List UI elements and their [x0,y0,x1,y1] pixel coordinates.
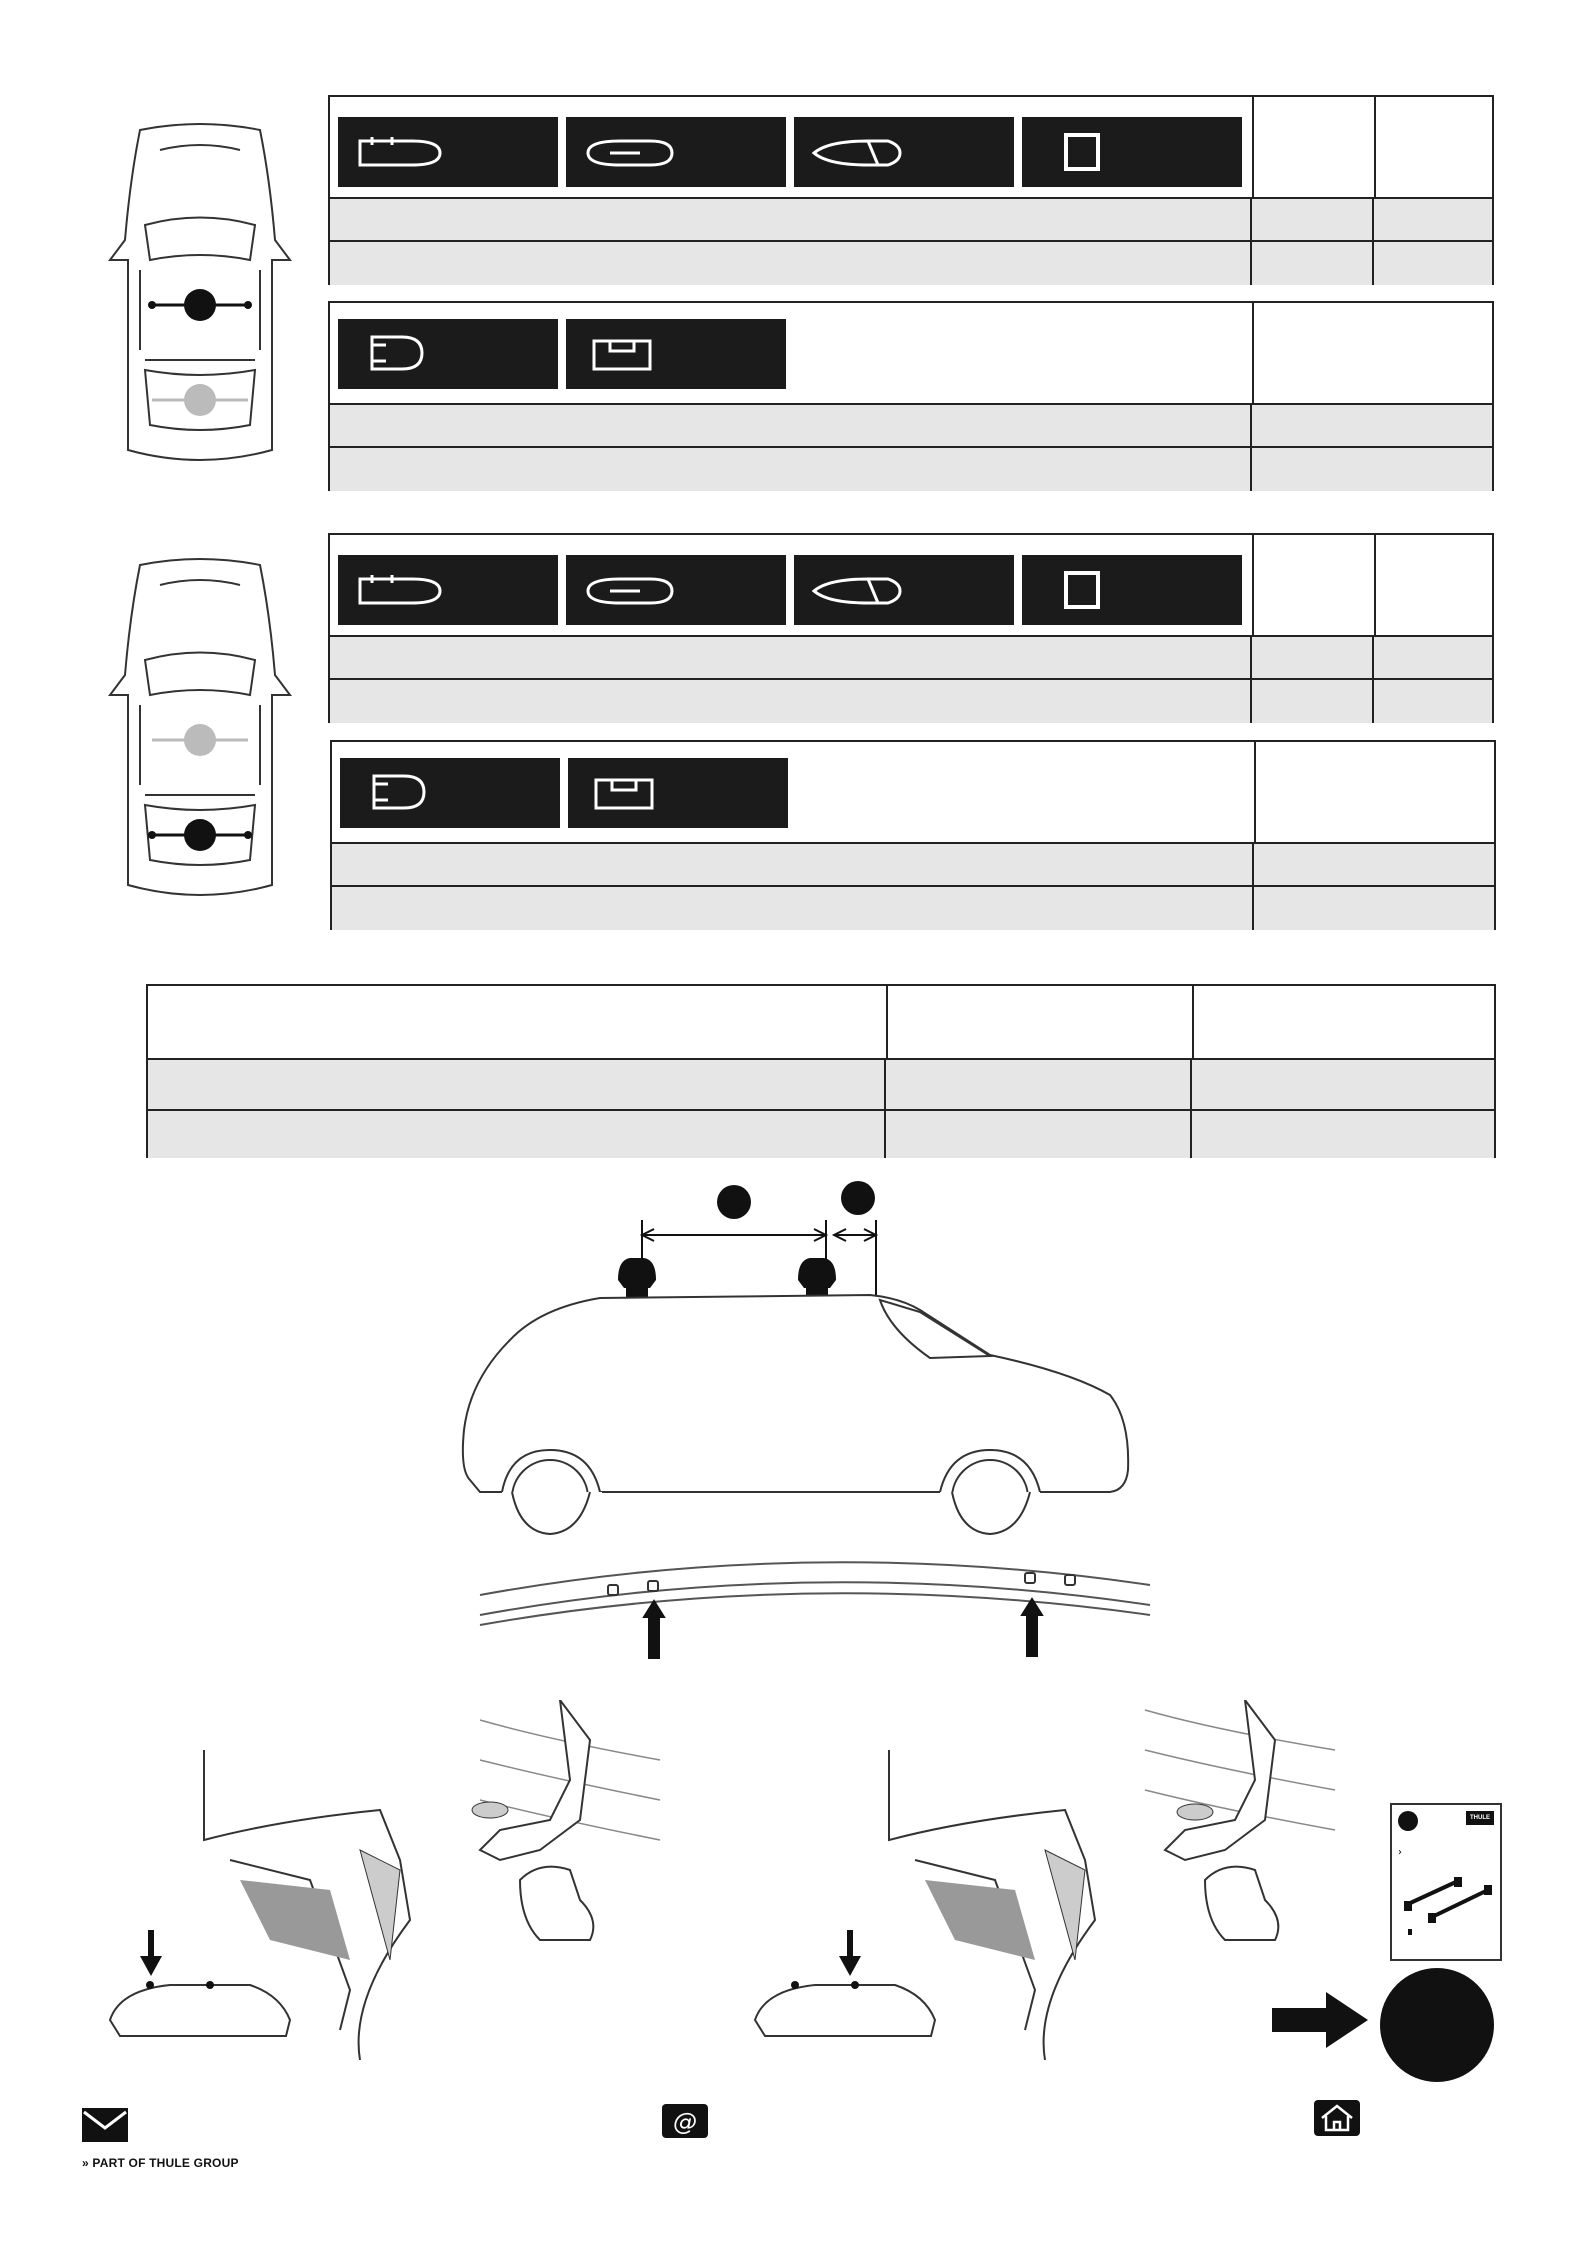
web-at-icon[interactable] [662,2104,708,2138]
wingbar-evo-icon [566,555,786,625]
flush-edge-icon [340,758,560,828]
rear-bars-table [328,533,1494,723]
roof-bars-icon [1398,1845,1494,1935]
table-row [330,678,1492,723]
table-row [330,197,1492,241]
wingbar-evo-icon [566,117,786,187]
table-row [332,885,1494,930]
continue-arrow-icon [1270,1990,1370,2050]
table-row [330,446,1492,491]
table-row [148,1058,1494,1110]
svg-text:@: @ [673,2108,697,2136]
card-step-dot [1398,1811,1418,1831]
mail-icon[interactable] [82,2108,128,2142]
slidebar-icon [794,117,1014,187]
table-row [330,240,1492,285]
thule-logo: THULE [1466,1811,1494,1825]
front-flush-table [328,301,1494,491]
squarebar-icon [1022,117,1242,187]
measurement-marker-a [717,1185,751,1219]
flush-edge-icon [338,319,558,389]
table-row [330,403,1492,447]
svg-text:›: › [1398,1847,1402,1858]
wingbar-edge-icon [338,555,558,625]
table-row [330,635,1492,679]
next-step-card [1390,1803,1502,1961]
rear-flush-table [330,740,1496,930]
table-row [148,1109,1494,1158]
roof-rail-detail [470,1545,1160,1665]
squarebar-icon [1022,555,1242,625]
measurement-marker-b [841,1181,875,1215]
flush-evo-icon [568,758,788,828]
wingbar-edge-icon [338,117,558,187]
slidebar-icon [794,555,1014,625]
brand-line: » PART OF THULE GROUP [82,2156,239,2170]
car-top-view-front [100,120,300,480]
car-top-view-rear [100,555,300,915]
summary-table [146,984,1496,1158]
next-page-marker [1380,1968,1494,2082]
front-bars-table [328,95,1494,285]
car-side-view [450,1180,1180,1540]
foot-install-right [745,1700,1345,2060]
table-row [332,842,1494,886]
foot-install-left [100,1700,670,2060]
home-icon[interactable] [1314,2100,1360,2136]
thule-chevron-icon: » [82,2156,89,2170]
flush-evo-icon [566,319,786,389]
